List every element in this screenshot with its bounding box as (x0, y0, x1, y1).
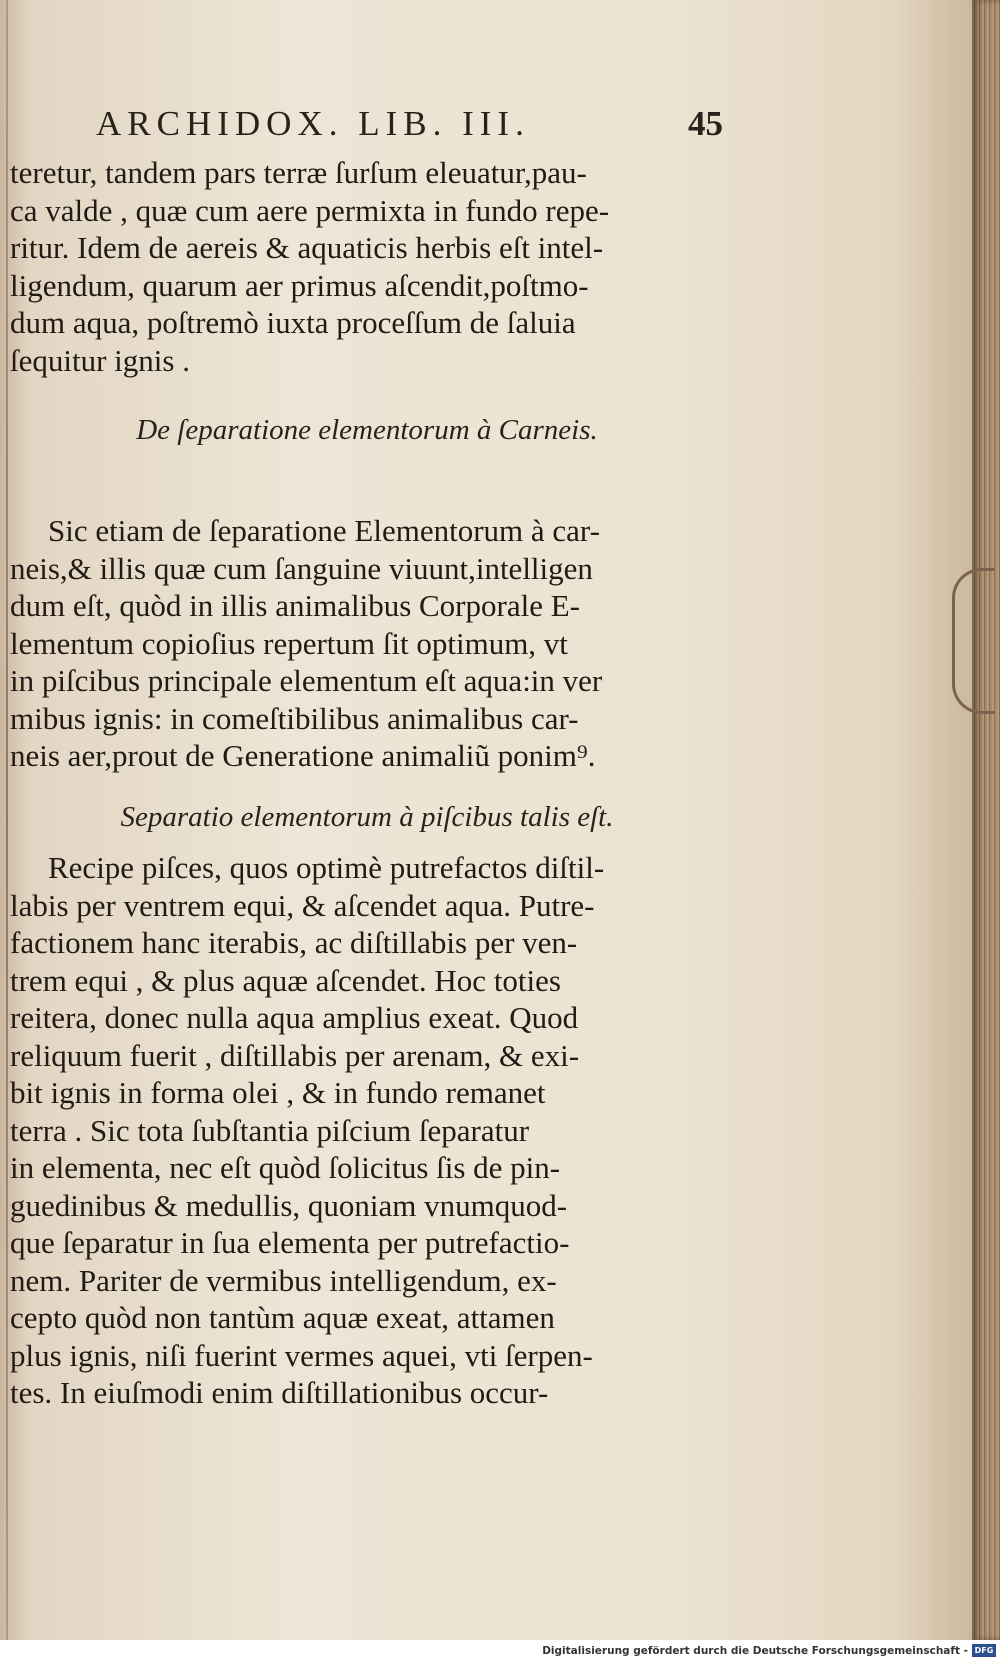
text-line: lementum copioſius repertum ſit optimum, vt (10, 625, 568, 661)
text-line: labis per ventrem equi, & aſcendet aqua. Putre- (10, 887, 595, 923)
text-line: nem. Pariter de vermibus intelligendum, ex- (10, 1262, 557, 1298)
footer-bar (0, 1640, 1000, 1663)
text-line: ſequitur ignis . (10, 342, 190, 378)
text-line: guedinibus & medullis, quoniam vnumquod- (10, 1187, 568, 1223)
text-line: plus ignis, niſi fuerint vermes aquei, vti ſerpen- (10, 1337, 593, 1373)
text-line: dum aqua, poſtremò iuxta proceſſum de ſaluia (10, 305, 576, 340)
section-heading-2: Separatio elementorum à piſcibus talis eſt. (120, 801, 614, 833)
section-heading-1: De ſeparatione elementorum à Carneis. (136, 414, 598, 446)
footer-credit: Digitalisierung gefördert durch die Deutsche Forschungsgemeinschaft - (542, 1645, 968, 1657)
text-line: ritur. Idem de aereis & aquaticis herbis eſt intel- (10, 230, 604, 265)
text-line: neis aer,prout de Generatione animaliũ ponim⁹. (10, 738, 596, 773)
text-line: mibus ignis: in comeſtibilibus animalibus car- (10, 700, 579, 736)
text-line: reliquum fuerit , diſtillabis per arenam, & exi- (10, 1037, 580, 1073)
text-line: trem equi , & plus aquæ aſcendet. Hoc toties (10, 962, 561, 998)
text-line: dum eſt, quòd in illis animalibus Corporale E- (10, 588, 580, 623)
page-edge (972, 0, 1000, 1640)
book-clasp (952, 568, 995, 714)
text-line: ligendum, quarum aer primus aſcendit,poſtmo- (10, 267, 589, 303)
text-line: bit ignis in forma olei , & in fundo remanet (10, 1075, 546, 1110)
paragraph-3 (10, 849, 734, 1412)
text-line: Sic etiam de ſeparatione Elementorum à car- (48, 513, 600, 548)
text-line: cepto quòd non tantùm aquæ exeat, attamen (10, 1300, 555, 1335)
dfg-logo-icon: DFG (972, 1644, 996, 1657)
text-line: que ſeparatur in ſua elementa per putrefactio- (10, 1225, 570, 1260)
text-line: ca valde , quæ cum aere permixta in fundo repe- (10, 192, 610, 228)
running-head: ARCHIDOX. LIB. III. (96, 104, 530, 143)
paragraph-2 (10, 512, 734, 775)
text-line: in elementa, nec eſt quòd ſolicitus ſis de pin- (10, 1150, 561, 1185)
text-line: factionem hanc iterabis, ac diſtillabis per ven- (10, 925, 578, 960)
text-line: in piſcibus principale elementum eſt aqua:in ver (10, 663, 603, 698)
paragraph-1 (10, 154, 734, 379)
text-line: neis,& illis quæ cum ſanguine viuunt,intelligen (10, 550, 593, 586)
page-number: 45 (688, 104, 723, 143)
text-line: teretur, tandem pars terræ ſurſum eleuatur,pau- (10, 155, 587, 190)
text-line: tes. In eiuſmodi enim diſtillationibus occur- (10, 1375, 549, 1410)
text-line: terra . Sic tota ſubſtantia piſcium ſeparatur (10, 1112, 530, 1148)
text-line: reitera, donec nulla aqua amplius exeat. Quod (10, 1000, 579, 1035)
text-line: Recipe piſces, quos optimè putrefactos diſtil- (48, 850, 605, 885)
